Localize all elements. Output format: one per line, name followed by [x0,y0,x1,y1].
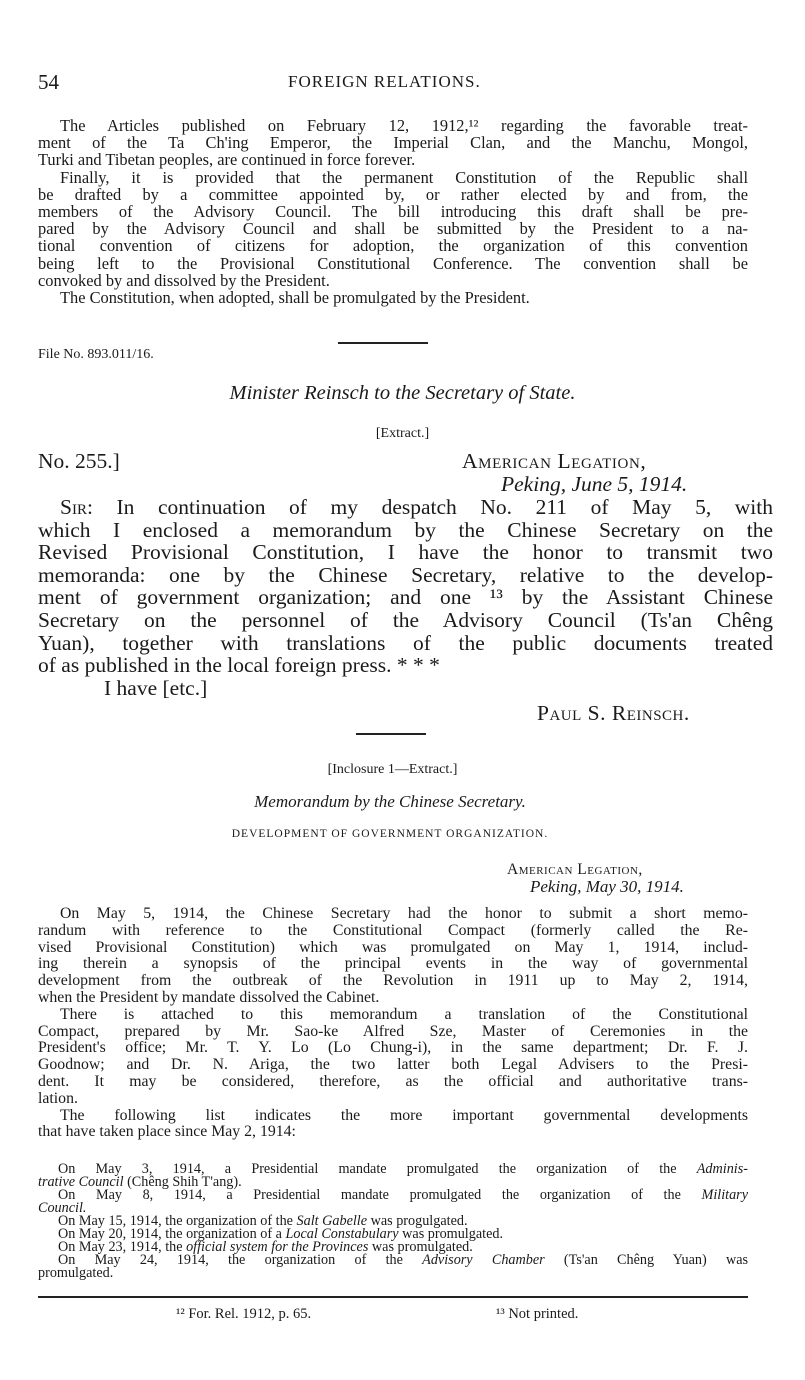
divider-rule [338,342,428,344]
text-line: ing therein a synopsis of the principal events in the way of governmental [38,955,748,973]
text-line: convoked by and dissolved by the President. [38,270,330,290]
memo-date: Peking, May 30, 1914. [530,877,684,896]
text-line: Yuan), together with translations of the public documents treated [38,630,773,655]
developments-list [38,1163,748,1280]
text-line: On May 20, 1914, the organization of a Local Constabulary was promulgated. [58,1226,504,1242]
text-line: lation. [38,1089,78,1107]
text-line: Finally, it is provided that the permanent Constitution of the Republic shall [60,167,748,187]
text-line: that have taken place since May 2, 1914: [38,1123,296,1141]
text-line: On May 15, 1914, the organization of the Salt Gabelle was progulgated. [58,1213,468,1229]
letter-heading: Minister Reinsch to the Secretary of State. [229,382,576,404]
text-line: The following list indicates the more important governmental developments [60,1106,748,1124]
text-line: development from the outbreak of the Revolution in 1911 up to May 2, 1914, [38,972,748,990]
paragraph-constitution-draft [38,169,748,289]
memo-body [38,906,748,1141]
text-line: Revised Provisional Constitution, I have the honor to transmit two [38,540,773,565]
list-item [38,1163,748,1189]
text-line: On May 8, 1914, a Presidential mandate promulgated the organization of the Military [58,1187,748,1203]
text-line: promulgated. [38,1265,114,1281]
text-line: Goodnow; and Dr. N. Ariga, the two latter both Legal Advisers to the Presi- [38,1056,748,1074]
text-line: tional convention of citizens for adoption, the organization of this convention [38,236,748,256]
text-line: On May 23, 1914, the official system for the Provinces was promulgated. [58,1239,473,1255]
text-line: members of the Advisory Council. The bill introducing this draft shall be pre- [38,202,748,222]
text-line: trative Council (Chêng Shih T'ang). [38,1174,242,1190]
paragraph-compact [38,906,748,1007]
footnote-13: ¹³ Not printed. [496,1306,579,1322]
paragraph-articles [38,117,748,169]
text-line: The Constitution, when adopted, shall be promulgated by the President. [60,288,530,308]
text-line: Sir: In continuation of my despatch No. 211 of May 5, with [60,495,774,519]
divider-rule [356,733,426,735]
legation-place: American Legation, [462,449,647,473]
text-line: of as published in the local foreign press. * * * [38,653,440,678]
running-title: FOREIGN RELATIONS. [288,72,481,91]
text-line: memoranda: one by the Chinese Secretary, relative to the develop- [38,562,773,587]
text-line: On May 5, 1914, the Chinese Secretary had the honor to submit a short memo- [60,905,748,922]
paragraph-list-intro [38,1108,748,1142]
text-line: The Articles published on February 12, 1912,¹² regarding the favorable treat- [60,116,748,135]
text-line: On May 3, 1914, a Presidential mandate promulgated the organization of the Adminis- [58,1161,748,1177]
memorandum-subtitle: DEVELOPMENT OF GOVERNMENT ORGANIZATION. [231,828,549,840]
top-section [38,117,748,306]
memo-place: American Legation, [507,861,643,878]
despatch-number: No. 255.] [38,449,120,473]
text-line: Turki and Tibetan peoples, are continued in force forever. [38,150,416,170]
text-line: Compact, prepared by Mr. Sao-ke Alfred Sze, Master of Ceremonies in the [38,1022,748,1040]
text-line: ment of the Ta Ch'ing Emperor, the Imperial Clan, and the Manchu, Mongol, [38,133,748,153]
file-number: File No. 893.011/16. [38,347,154,362]
text-line: when the President by mandate dissolved the Cabinet. [38,988,380,1006]
text-line: randum with reference to the Constitutional Compact (formerly called the Re- [38,921,748,939]
text-line: be drafted by a committee appointed by, or rather elected by and from, the [38,184,748,204]
extract-note: [Extract.] [375,426,430,441]
paragraph-translation [38,1007,748,1108]
letter-body [38,496,773,699]
text-line: Secretary on the personnel of the Advisory Council (Ts'an Chêng [38,607,773,632]
signature: Paul S. Reinsch. [537,701,690,725]
footnote-rule [38,1296,748,1298]
paragraph-promulgation [38,289,748,306]
text-line: There is attached to this memorandum a translation of the Constitutional [60,1005,748,1023]
inclosure-note: [Inclosure 1—Extract.] [327,762,458,777]
text-line: being left to the Provisional Constitutional Conference. The convention shall be [38,253,748,273]
memorandum-title: Memorandum by the Chinese Secretary. [254,792,526,811]
text-line: which I enclosed a memorandum by the Chinese Secretary on the [38,517,773,542]
text-line: Council. [38,1200,87,1216]
salutation: Sir: [60,495,93,519]
text-line: ment of government organization; and one ¹³ by the Assistant Chinese [38,585,773,610]
list-item [38,1189,748,1215]
text-line: On May 24, 1914, the organization of the Advisory Chamber (Ts'an Chêng Yuan) was [58,1252,749,1268]
text-line: President's office; Mr. T. Y. Lo (Lo Chung-i), in the same department; Dr. F. J. [38,1039,748,1057]
text-line: vised Provisional Constitution) which was promulgated on May 1, 1914, includ- [38,938,748,956]
footnote-12: ¹² For. Rel. 1912, p. 65. [176,1306,312,1322]
text-line: pared by the Advisory Council and shall be submitted by the President to a na- [38,219,748,239]
page-number: 54 [38,70,59,94]
letter-date: Peking, June 5, 1914. [501,472,688,496]
text-line: dent. It may be considered, therefore, as the official and authoritative trans- [38,1072,748,1090]
closing: I have [etc.] [104,675,208,700]
list-item [38,1254,748,1280]
